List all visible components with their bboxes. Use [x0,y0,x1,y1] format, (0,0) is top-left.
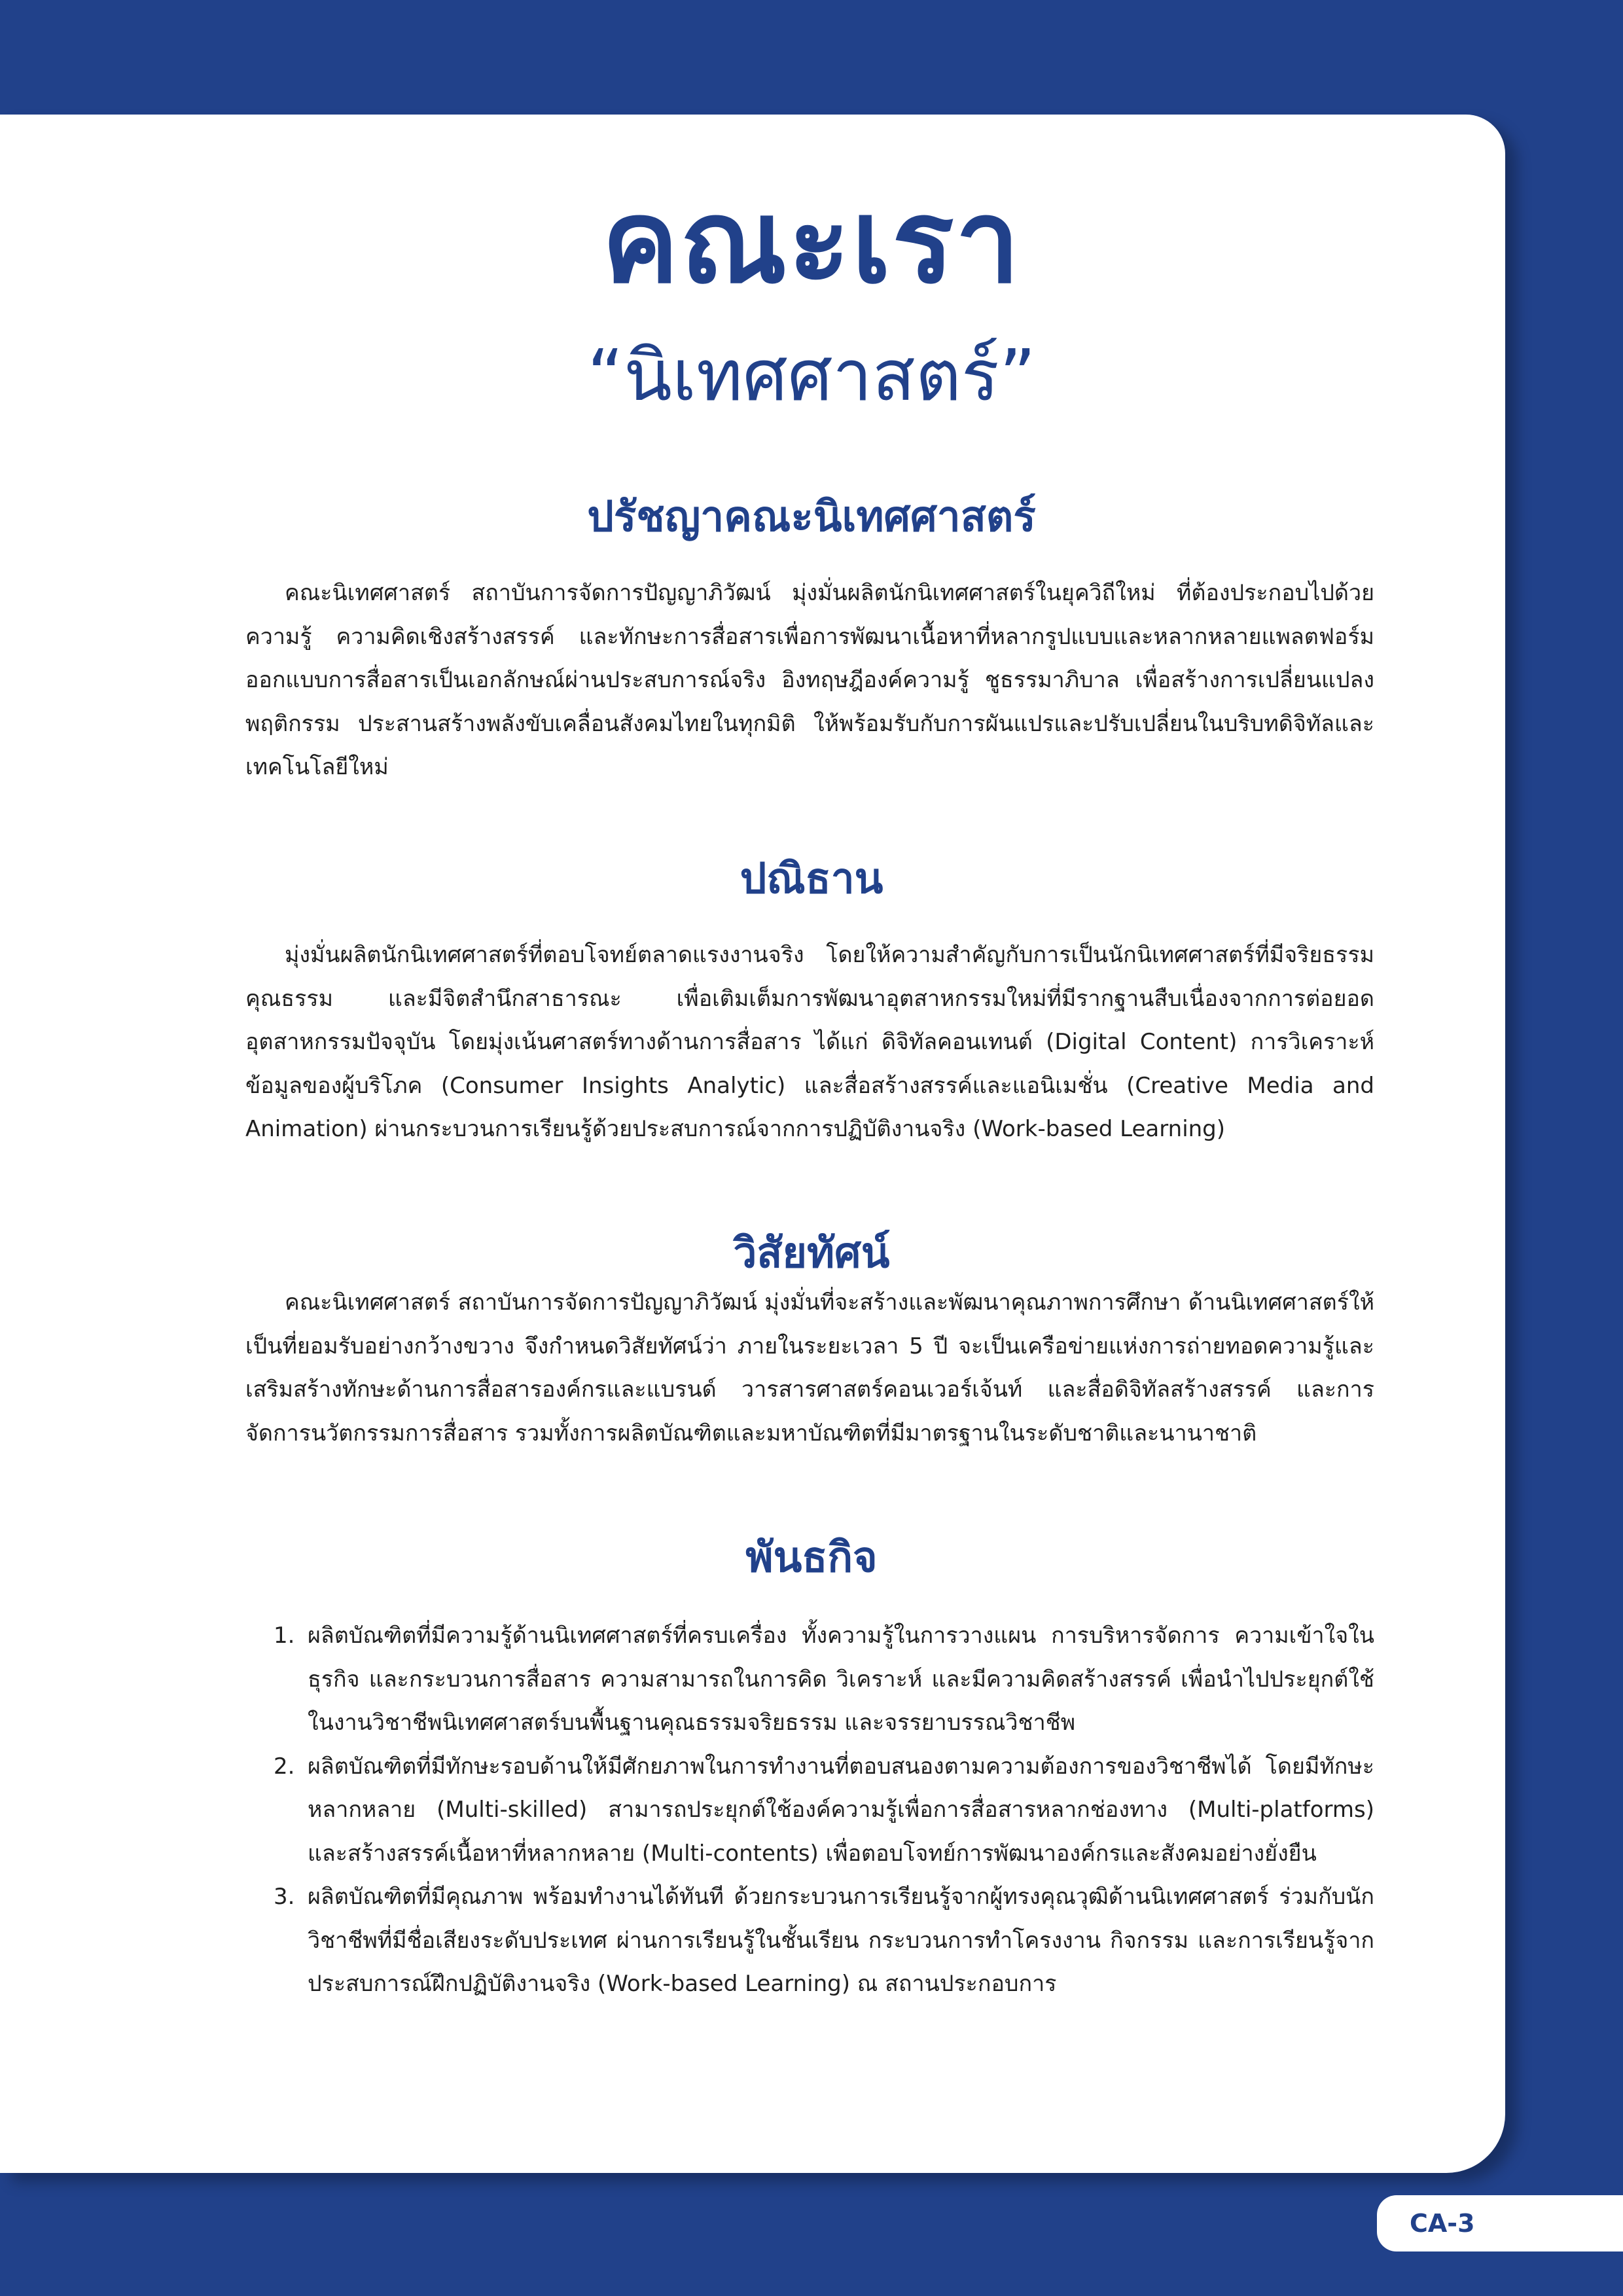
mission-item-number: 1. [274,1623,295,1649]
mission-list [274,1614,1374,2006]
mission-item-number: 2. [274,1753,295,1780]
page-subtitle: “นิเทศศาสตร์” [587,335,1036,417]
mission-item-number: 3. [274,1884,295,1910]
mission-item-text: ผลิตบัณฑิตที่มีคุณภาพ พร้อมทำงานได้ทันที ด้วยกระบวนการเรียนรู้จากผู้ทรงคุณวุฒิด้านนิเทศศาสตร์ ร่วมกับนักวิชาชีพที่มีชื่อเสียงระดับประเทศ ผ่านการเรียนรู้ในชั้นเรียน กระบวนการทำโครงงาน กิจกรรม และการเรียนรู้จากประสบการณ์ฝึกปฏิบัติงานจริง (Work-based Learning) ณ สถานประกอบการ [308,1884,1374,1997]
page-number: CA-3 [1410,2209,1475,2238]
page-title: คณะเรา [601,175,1022,309]
mission-item-text: ผลิตบัณฑิตที่มีความรู้ด้านนิเทศศาสตร์ที่ครบเครื่อง ทั้งความรู้ในการวางแผน การบริหารจัดการ ความเข้าใจในธุรกิจ และกระบวนการสื่อสาร ความสามารถในการคิด วิเคราะห์ และมีความคิดสร้างสรรค์ เพื่อนำไปประยุกต์ใช้ในงานวิชาชีพนิเทศศาสตร์บนพื้นฐานคุณธรรมจริยธรรม และจรรยาบรรณวิชาชีพ [308,1623,1374,1736]
philosophy-paragraph: คณะนิเทศศาสตร์ สถาบันการจัดการปัญญาภิวัฒน์ มุ่งมั่นผลิตนักนิเทศศาสตร์ในยุควิถีใหม่ ที่ต้องประกอบไปด้วยความรู้ ความคิดเชิงสร้างสรรค์ และทักษะการสื่อสารเพื่อการพัฒนาเนื้อหาที่หลากรูปแบบและหลากหลายแพลตฟอร์ม ออกแบบการสื่อสารเป็นเอกลักษณ์ผ่านประสบการณ์จริง อิงทฤษฎีองค์ความรู้ ชูธรรมาภิบาล เพื่อสร้างการเปลี่ยนแปลงพฤติกรรม ประสานสร้างพลังขับเคลื่อนสังคมไทยในทุกมิติ ให้พร้อมรับกับการผันแปรและปรับเปลี่ยนในบริบทดิจิทัลและเทคโนโลยีใหม่ [245,580,1374,780]
mission-item [274,1875,1374,2006]
mission-item [274,1745,1374,1876]
vision-paragraph: คณะนิเทศศาสตร์ สถาบันการจัดการปัญญาภิวัฒน์ มุ่งมั่นที่จะสร้างและพัฒนาคุณภาพการศึกษา ด้านนิเทศศาสตร์ให้เป็นที่ยอมรับอย่างกว้างขวาง จึงกำหนดวิสัยทัศน์ว่า ภายในระยะเวลา 5 ปี จะเป็นเครือข่ายแห่งการถ่ายทอดความรู้และเสริมสร้างทักษะด้านการสื่อสารองค์กรและแบรนด์ วารสารศาสตร์คอนเวอร์เจ้นท์ และสื่อดิจิทัลสร้างสรรค์ และการจัดการนวัตกรรมการสื่อสาร รวมทั้งการผลิตบัณฑิตและมหาบัณฑิตที่มีมาตรฐานในระดับชาติและนานาชาติ [245,1289,1374,1446]
determination-heading: ปณิธาน [740,855,883,903]
mission-item [274,1614,1374,1745]
mission-heading: พันธกิจ [745,1534,878,1582]
mission-item-text: ผลิตบัณฑิตที่มีทักษะรอบด้านให้มีศักยภาพในการทำงานที่ตอบสนองตามความต้องการของวิชาชีพได้ โดยมีทักษะหลากหลาย (Multi-skilled) สามารถประยุกต์ใช้องค์ความรู้เพื่อการสื่อสารหลากช่องทาง (Multi-platforms) และสร้างสรรค์เนื้อหาที่หลากหลาย (Multi-contents) เพื่อตอบโจทย์การพัฒนาองค์กรและสังคมอย่างยั่งยืน [308,1753,1374,1867]
vision-heading: วิสัยทัศน์ [733,1229,890,1278]
philosophy-heading: ปรัชญาคณะนิเทศศาสตร์ [587,493,1036,541]
determination-paragraph: มุ่งมั่นผลิตนักนิเทศศาสตร์ที่ตอบโจทย์ตลาดแรงงานจริง โดยให้ความสำคัญกับการเป็นนักนิเทศศาสตร์ที่มีจริยธรรม คุณธรรม และมีจิตสำนึกสาธารณะ เพื่อเติมเต็มการพัฒนาอุตสาหกรรมใหม่ที่มีรากฐานสืบเนื่องจากการต่อยอดอุตสาหกรรมปัจจุบัน โดยมุ่งเน้นศาสตร์ทางด้านการสื่อสาร ได้แก่ ดิจิทัลคอนเทนต์ (Digital Content) การวิเคราะห์ข้อมูลของผู้บริโภค (Consumer Insights Analytic) และสื่อสร้างสรรค์และแอนิเมชั่น (Creative Media and Animation) ผ่านกระบวนการเรียนรู้ด้วยประสบการณ์จากการปฏิบัติงานจริง (Work-based Learning) [245,942,1375,1142]
